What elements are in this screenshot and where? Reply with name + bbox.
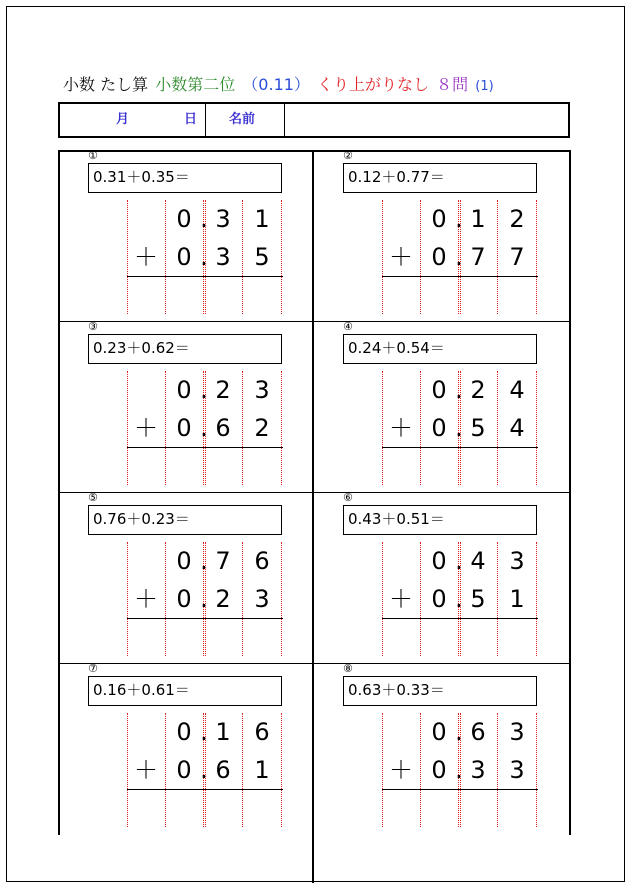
digit-cell: 6	[215, 414, 231, 442]
name-field[interactable]	[285, 104, 568, 136]
digit-cell: 0	[431, 243, 447, 271]
problem-2	[313, 150, 568, 320]
digit-cell: 0	[176, 205, 192, 233]
problem-number: ⑧	[343, 662, 353, 675]
digit-cell: 3	[254, 376, 270, 404]
digit-cell: .	[200, 547, 208, 575]
answer-line	[127, 447, 283, 448]
digit-cell: 5	[470, 414, 486, 442]
title-part-condition: くり上がりなし	[317, 75, 430, 94]
digit-cell: 0	[176, 756, 192, 784]
title-part-example: （0.11）	[242, 75, 310, 94]
answer-line	[127, 276, 283, 277]
digit-cell: 2	[215, 376, 231, 404]
digit-cell: 1	[509, 585, 525, 613]
title-part-sheet-number: (1)	[475, 79, 494, 94]
day-label: 日	[184, 112, 198, 127]
answer-field[interactable]	[382, 791, 538, 827]
digit-cell: .	[200, 376, 208, 404]
digit-cell: .	[200, 205, 208, 233]
digit-cell: 1	[254, 756, 270, 784]
digit-cell: 4	[509, 414, 525, 442]
digit-cell: 6	[215, 756, 231, 784]
answer-line	[127, 789, 283, 790]
digit-cell: 2	[470, 376, 486, 404]
problem-5	[58, 492, 313, 662]
answer-line	[382, 618, 538, 619]
problem-4	[313, 321, 568, 491]
digit-cell: .	[200, 718, 208, 746]
digit-cell: 3	[254, 585, 270, 613]
digit-cell: 3	[215, 205, 231, 233]
plus-sign: ＋	[389, 414, 413, 442]
problem-number: ①	[88, 149, 98, 162]
plus-sign: ＋	[389, 756, 413, 784]
digit-cell: 0	[431, 205, 447, 233]
digit-cell: .	[200, 414, 208, 442]
digit-cell: 6	[254, 547, 270, 575]
plus-sign: ＋	[134, 585, 158, 613]
digit-cell: 0	[176, 547, 192, 575]
divider	[205, 104, 206, 136]
plus-sign: ＋	[134, 414, 158, 442]
equation-box: 0.76＋0.23＝	[88, 505, 282, 535]
name-label: 名前	[229, 112, 256, 127]
digit-cell: 1	[470, 205, 486, 233]
plus-sign: ＋	[389, 243, 413, 271]
digit-cell: 3	[509, 718, 525, 746]
problem-number: ⑤	[88, 491, 98, 504]
digit-cell: 0	[176, 414, 192, 442]
digit-cell: .	[455, 547, 463, 575]
problem-7	[58, 663, 313, 833]
digit-cell: 3	[509, 547, 525, 575]
problem-number: ⑦	[88, 662, 98, 675]
title-part-topic: 小数 たし算	[63, 75, 149, 94]
equation-box: 0.24＋0.54＝	[343, 334, 537, 364]
equation-box: 0.63＋0.33＝	[343, 676, 537, 706]
digit-cell: .	[455, 243, 463, 271]
equation-box: 0.23＋0.62＝	[88, 334, 282, 364]
plus-sign: ＋	[134, 756, 158, 784]
answer-field[interactable]	[382, 620, 538, 656]
answer-field[interactable]	[382, 449, 538, 485]
digit-cell: 0	[431, 585, 447, 613]
equation-box: 0.31＋0.35＝	[88, 163, 282, 193]
problem-number: ④	[343, 320, 353, 333]
digit-cell: 7	[470, 243, 486, 271]
digit-cell: .	[200, 585, 208, 613]
digit-cell: .	[200, 756, 208, 784]
problem-number: ③	[88, 320, 98, 333]
answer-field[interactable]	[127, 278, 283, 314]
problem-number: ②	[343, 149, 353, 162]
digit-cell: 7	[509, 243, 525, 271]
digit-cell: .	[455, 718, 463, 746]
digit-cell: .	[455, 756, 463, 784]
digit-cell: 0	[176, 376, 192, 404]
digit-cell: 2	[254, 414, 270, 442]
digit-cell: 5	[470, 585, 486, 613]
digit-cell: 2	[509, 205, 525, 233]
digit-cell: .	[455, 376, 463, 404]
digit-cell: 0	[431, 718, 447, 746]
digit-cell: 3	[509, 756, 525, 784]
digit-cell: 3	[470, 756, 486, 784]
digit-cell: 0	[431, 414, 447, 442]
digit-cell: 0	[431, 547, 447, 575]
digit-cell: 0	[431, 756, 447, 784]
digit-cell: .	[455, 585, 463, 613]
answer-field[interactable]	[127, 449, 283, 485]
problem-1	[58, 150, 313, 320]
digit-cell: 1	[215, 718, 231, 746]
name-date-bar	[58, 102, 570, 138]
answer-line	[127, 618, 283, 619]
plus-sign: ＋	[389, 585, 413, 613]
problem-3	[58, 321, 313, 491]
title-part-level: 小数第二位	[155, 75, 236, 94]
month-label: 月	[116, 112, 130, 127]
digit-cell: 3	[215, 243, 231, 271]
answer-line	[382, 447, 538, 448]
digit-cell: 0	[176, 718, 192, 746]
digit-cell: 4	[509, 376, 525, 404]
answer-line	[382, 789, 538, 790]
digit-cell: 1	[254, 205, 270, 233]
problem-number: ⑥	[343, 491, 353, 504]
equation-box: 0.16＋0.61＝	[88, 676, 282, 706]
digit-cell: .	[200, 243, 208, 271]
digit-cell: 5	[254, 243, 270, 271]
plus-sign: ＋	[134, 243, 158, 271]
problem-8	[313, 663, 568, 833]
digit-cell: 0	[431, 376, 447, 404]
digit-cell: .	[455, 414, 463, 442]
digit-cell: 6	[470, 718, 486, 746]
equation-box: 0.43＋0.51＝	[343, 505, 537, 535]
problem-grid	[58, 150, 570, 883]
answer-field[interactable]	[382, 278, 538, 314]
equation-box: 0.12＋0.77＝	[343, 163, 537, 193]
problem-6	[313, 492, 568, 662]
digit-cell: 4	[470, 547, 486, 575]
digit-cell: 0	[176, 243, 192, 271]
answer-field[interactable]	[127, 620, 283, 656]
digit-cell: 2	[215, 585, 231, 613]
worksheet-title	[63, 72, 583, 98]
digit-cell: .	[455, 205, 463, 233]
title-part-count: ８問	[436, 75, 469, 94]
answer-line	[382, 276, 538, 277]
answer-field[interactable]	[127, 791, 283, 827]
digit-cell: 7	[215, 547, 231, 575]
digit-cell: 6	[254, 718, 270, 746]
digit-cell: 0	[176, 585, 192, 613]
